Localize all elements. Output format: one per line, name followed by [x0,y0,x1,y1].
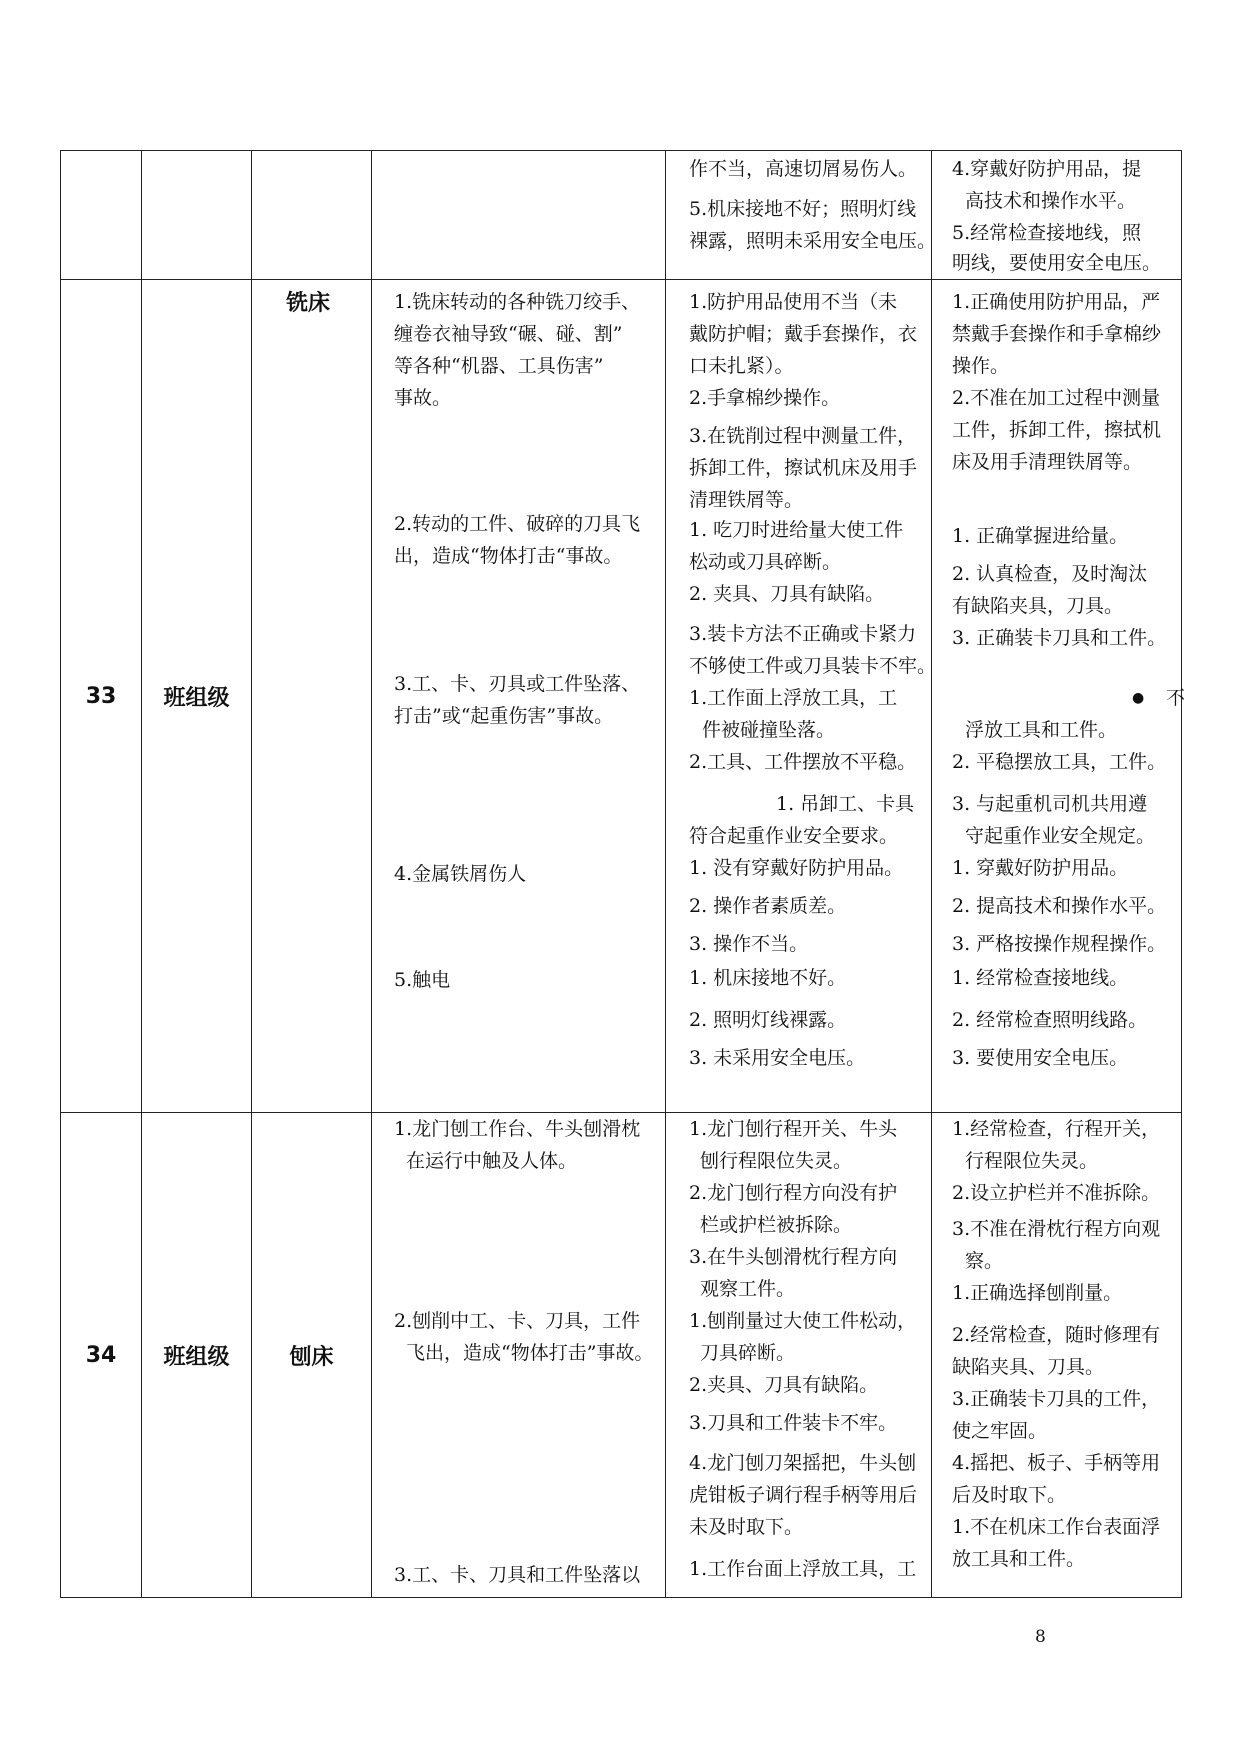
cause-line: 1.防护用品使用不当（未 [689,291,898,313]
measure-line: 后及时取下。 [952,1484,1067,1506]
cause-line: 作不当，高速切屑易伤人。 [689,158,918,180]
cause-line: 3.装卡方法不正确或卡紧力 [689,623,917,645]
cause-line: 口未扎紧）。 [689,355,794,377]
measure-line: 2.设立护栏并不准拆除。 [952,1182,1161,1204]
row-number: 34 [85,1342,117,1368]
hazard-line: 5.触电 [394,969,451,991]
cause-line: 4.龙门刨刀架摇把，牛头刨 [689,1452,917,1474]
measure-line: 禁戴手套操作和手拿棉纱 [952,323,1162,345]
measure-cell [932,280,1186,1113]
cause-line: 符合起重作业安全要求。 [689,825,899,847]
hazard-line: 1.铣床转动的各种铣刀绞手、 [394,291,641,313]
measure-line: 有缺陷夹具，刀具。 [952,595,1124,617]
no-cell [61,1113,142,1598]
measure-line: 5.经常检查接地线，照 [952,222,1142,244]
level-cell [142,151,252,280]
equipment-cell [252,151,372,280]
cause-line: 2.手拿棉纱操作。 [689,387,841,409]
measure-line: 不 [1166,687,1186,709]
equipment-name: 刨床 [289,1344,334,1370]
equipment-cell [252,280,372,1113]
hazard-line: 打击”或“起重伤害”事故。 [394,705,614,727]
measure-line: 工件，拆卸工件，擦拭机 [952,419,1162,441]
cause-cell [666,1113,932,1598]
hazard-line: 2.转动的工件、破碎的刀具飞 [394,513,641,535]
measure-line: 2. 提高技术和操作水平。 [952,895,1167,917]
hazard-cell [372,280,666,1113]
measure-line: 4.穿戴好防护用品，提 [952,158,1142,180]
measure-line: 行程限位失灵。 [965,1150,1099,1172]
measure-line: 2. 平稳摆放工具，工件。 [952,751,1167,773]
bullet-icon: ● [1132,690,1145,706]
cause-line: 2. 操作者素质差。 [689,895,847,917]
cause-line: 2. 照明灯线裸露。 [689,1009,847,1031]
cause-cell [666,280,937,1113]
equipment-cell [252,1113,372,1598]
cause-line: 1. 没有穿戴好防护用品。 [689,857,904,879]
cause-line: 拆卸工件，擦试机床及用手 [689,457,918,479]
measure-line: 2.经常检查，随时修理有 [952,1324,1161,1346]
measure-line: 1. 经常检查接地线。 [952,967,1129,989]
page-number: 8 [1035,1627,1046,1647]
measure-line: 高技术和操作水平。 [965,190,1137,212]
measure-line: 1.不在机床工作台表面浮 [952,1516,1161,1538]
table-row [61,280,1182,1113]
no-cell [61,151,142,280]
cause-line: 松动或刀具碎断。 [689,551,842,573]
table-row [61,151,1182,280]
hazard-line: 缠卷衣袖导致“碾、碰、割” [394,323,623,345]
cause-line: 刀具碎断。 [700,1342,796,1364]
cause-line: 未及时取下。 [689,1516,804,1538]
hazard-line: 出，造成“物体打击“事故。 [394,545,623,567]
equipment-name: 铣床 [286,291,331,316]
hazard-line: 等各种“机器、工具伤害” [394,355,604,377]
measure-line: 操作。 [952,355,1010,377]
measure-line: 2. 经常检查照明线路。 [952,1009,1148,1031]
hazard-table [60,150,1186,1598]
cause-line: 1.工作台面上浮放工具，工 [689,1558,917,1580]
measure-line: 4.摇把、板子、手柄等用 [952,1452,1161,1474]
cause-line: 2. 夹具、刀具有缺陷。 [689,583,885,605]
measure-line: 床及用手清理铁屑等。 [952,451,1143,473]
measure-line: 1.正确选择刨削量。 [952,1282,1123,1304]
measure-cell [932,1113,1182,1598]
hazard-cell [372,151,666,280]
level-cell [142,280,252,1113]
cause-line: 2.夹具、刀具有缺陷。 [689,1374,879,1396]
hazard-line: 2.刨削中工、卡、刀具，工件 [394,1310,641,1332]
table-row [61,1113,1182,1598]
measure-line: 3. 严格按操作规程操作。 [952,933,1167,955]
measure-line: 3.正确装卡刀具的工件， [952,1388,1161,1410]
cause-line: 2.工具、工件摆放不平稳。 [689,751,917,773]
measure-line: 使之牢固。 [952,1420,1048,1442]
measure-line: 1.经常检查，行程开关， [952,1118,1161,1140]
measure-line: 放工具和工件。 [952,1548,1086,1570]
hazard-cell [372,1113,666,1598]
measure-line: 3. 与起重机司机共用遵 [952,793,1148,815]
cause-line: 刨行程限位失灵。 [700,1150,853,1172]
cause-line: 3. 未采用安全电压。 [689,1047,866,1069]
cause-line: 2.龙门刨行程方向没有护 [689,1182,898,1204]
measure-line: 明线，要使用安全电压。 [952,252,1162,274]
cause-line: 3.在牛头刨滑枕行程方向 [689,1246,898,1268]
cause-line: 1. 吃刀时进给量大使工件 [689,519,904,541]
measure-line: 缺陷夹具、刀具。 [952,1356,1105,1378]
hazard-line: 1.龙门刨工作台、牛头刨滑枕 [394,1118,641,1140]
row-number: 33 [85,683,117,709]
hazard-line: 事故。 [394,387,452,409]
cause-line: 虎钳板子调行程手柄等用后 [689,1484,918,1506]
cause-line: 3.刀具和工件装卡不牢。 [689,1412,898,1434]
hazard-line: 3.工、卡、刀具和工件坠落以 [394,1564,641,1586]
row-level: 班组级 [163,685,230,711]
cause-line: 1. 吊卸工、卡具 [776,793,915,815]
cause-line: 观察工件。 [700,1278,796,1300]
measure-line: 2. 认真检查，及时淘汰 [952,563,1148,585]
measure-line: 2.不准在加工过程中测量 [952,387,1161,409]
cause-line: 3. 操作不当。 [689,933,809,955]
level-cell [142,1113,252,1598]
cause-line: 栏或护栏被拆除。 [700,1214,853,1236]
cause-line: 1.工作面上浮放工具，工 [689,687,898,709]
cause-line: 3.在铣削过程中测量工件， [689,425,917,447]
cause-line: 5.机床接地不好；照明灯线 [689,198,917,220]
cause-cell [666,151,937,280]
measure-line: 浮放工具和工件。 [965,719,1118,741]
measure-line: 3. 正确装卡刀具和工件。 [952,627,1167,649]
row-level: 班组级 [163,1344,230,1370]
hazard-line: 4.金属铁屑伤人 [394,863,527,885]
cause-line: 1. 机床接地不好。 [689,967,847,989]
cause-line: 清理铁屑等。 [689,489,804,511]
cause-line: 裸露，照明未采用安全电压。 [689,230,937,252]
measure-cell [932,151,1182,280]
measure-line: 1. 穿戴好防护用品。 [952,857,1129,879]
no-cell [61,280,142,1113]
cause-line: 1.龙门刨行程开关、牛头 [689,1118,898,1140]
hazard-line: 飞出，造成“物体打击”事故。 [406,1342,654,1364]
cause-line: 戴防护帽；戴手套操作，衣 [689,323,918,345]
cause-line: 件被碰撞坠落。 [702,719,836,741]
cause-line: 1.刨削量过大使工件松动， [689,1310,917,1332]
measure-line: 1.正确使用防护用品，严 [952,291,1161,313]
measure-line: 3. 要使用安全电压。 [952,1047,1129,1069]
measure-line: 守起重作业安全规定。 [965,825,1156,847]
measure-line: 1. 正确掌握进给量。 [952,525,1129,547]
hazard-line: 3.工、卡、刃具或工件坠落、 [394,673,641,695]
measure-line: 察。 [965,1250,1004,1272]
measure-line: 3.不准在滑枕行程方向观 [952,1218,1161,1240]
hazard-line: 在运行中触及人体。 [406,1150,578,1172]
cause-line: 不够使工件或刀具装卡不牢。 [689,655,937,677]
